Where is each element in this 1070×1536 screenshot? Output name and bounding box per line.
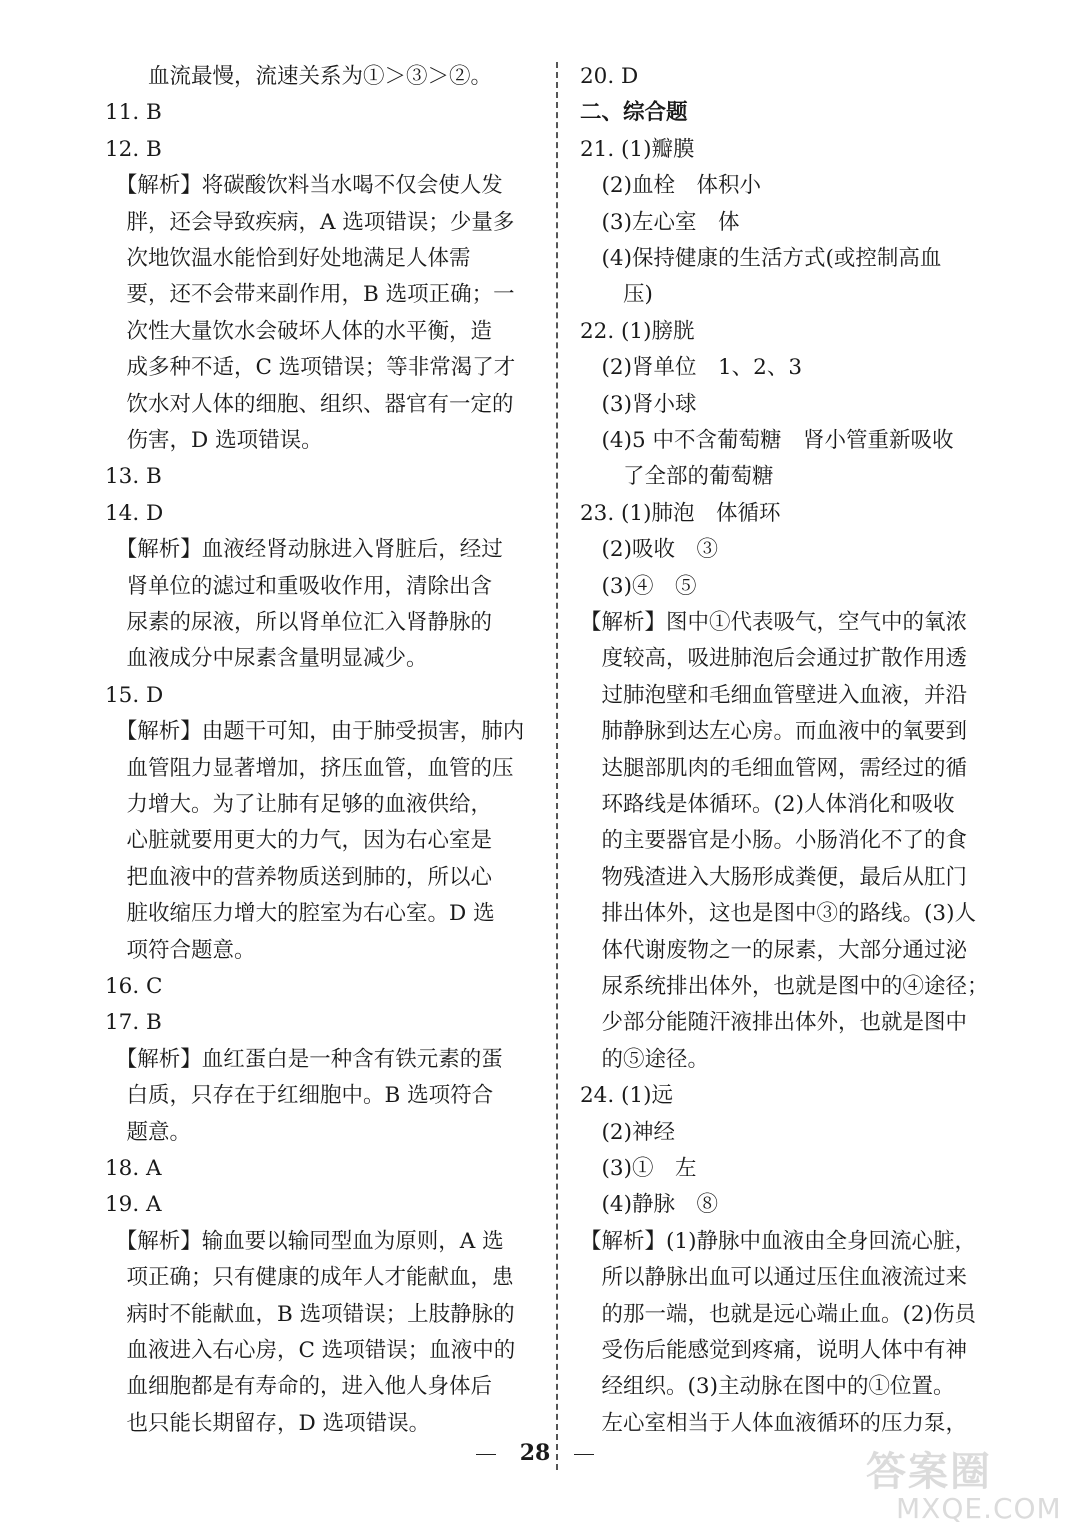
body-text-line: 也只能长期留存，D 选项错误。 — [105, 1410, 431, 1436]
watermark-text-top: 答案圈 — [866, 1448, 992, 1495]
body-text-line: 【解析】血红蛋白是一种含有铁元素的蛋 — [105, 1046, 503, 1072]
question-number-line: 20. D — [580, 64, 639, 89]
body-text-line: 左心室相当于人体血液循环的压力泵， — [580, 1410, 968, 1436]
body-text-line: 血细胞都是有寿命的，进入他人身体后 — [105, 1374, 493, 1400]
question-number-line: 23. (1)肺泡 体循环 — [580, 500, 781, 526]
question-number-line: 21. (1)瓣膜 — [580, 136, 695, 162]
question-number-line: 24. (1)远 — [580, 1083, 673, 1109]
body-text-line: (3)左心室 体 — [580, 209, 740, 235]
body-text-line: 度较高，吸进肺泡后会通过扩散作用透 — [580, 646, 968, 672]
body-text-line: 【解析】(1)静脉中血液由全身回流心脏， — [580, 1228, 976, 1254]
body-text-line: 的⑤途径。 — [580, 1046, 710, 1072]
body-text-line: 所以静脉出血可以通过压住血液流过来 — [580, 1265, 968, 1291]
body-text-line: (2)肾单位 1、2、3 — [580, 355, 802, 381]
question-number-line: 22. (1)膀胱 — [580, 318, 695, 344]
body-text-line: 血液成分中尿素含量明显减少。 — [105, 646, 428, 672]
body-text-line: 成多种不适，C 选项错误；等非常渴了才 — [105, 355, 516, 381]
body-text-line: 了全部的葡萄糖 — [580, 464, 774, 490]
body-text-line: 尿系统排出体外，也就是图中的④途径； — [580, 974, 989, 999]
body-text-line: 过肺泡壁和毛细血管壁进入血液，并沿 — [580, 682, 968, 708]
body-text-line: 题意。 — [105, 1119, 192, 1145]
body-text-line: 项正确；只有健康的成年人才能献血，患 — [105, 1265, 514, 1291]
body-text-line: 排出体外，这也是图中③的路线。(3)人 — [580, 901, 976, 927]
body-text-line: 胖，还会导致疾病，A 选项错误；少量多 — [105, 209, 515, 235]
body-text-line: 次性大量饮水会破坏人体的水平衡，造 — [105, 318, 493, 344]
body-text-line: 【解析】输血要以输同型血为原则，A 选 — [105, 1228, 504, 1254]
section-heading: 二、综合题 — [580, 100, 688, 126]
body-text-line: 肺静脉到达左心房。而血液中的氧要到 — [580, 719, 968, 745]
body-text-line: (2)吸收 ③ — [580, 537, 718, 563]
question-number-line: 18. A — [105, 1156, 162, 1181]
body-text-line: (4)保持健康的生活方式(或控制高血 — [580, 246, 942, 271]
question-number-line: 11. B — [105, 100, 162, 126]
watermark-logo — [856, 1440, 1062, 1530]
body-text-line: 压) — [580, 282, 653, 308]
body-text-line: 病时不能献血，B 选项错误；上肢静脉的 — [105, 1301, 515, 1327]
body-text-line: (2)神经 — [580, 1119, 675, 1145]
body-text-line: 次地饮温水能恰到好处地满足人体需 — [105, 246, 471, 271]
body-text-line: 要，还不会带来副作用，B 选项正确；一 — [105, 282, 515, 308]
body-text-line: 经组织。(3)主动脉在图中的①位置。 — [580, 1374, 955, 1400]
question-number-line: 17. B — [105, 1010, 162, 1036]
column-divider — [556, 62, 558, 1470]
page-number: 28 — [519, 1440, 551, 1466]
body-text-line: 心脏就要用更大的力气，因为右心室是 — [105, 828, 493, 854]
body-text-line: 【解析】血液经肾动脉进入肾脏后，经过 — [105, 537, 503, 563]
body-text-line: 伤害，D 选项错误。 — [105, 428, 323, 453]
body-text-line: 【解析】由题干可知，由于肺受损害，肺内 — [105, 719, 525, 745]
footer-dash-left — [476, 1454, 496, 1455]
body-text-line: 项符合题意。 — [105, 937, 256, 963]
body-text-line: 体代谢废物之一的尿素，大部分通过泌 — [580, 937, 968, 963]
body-text-line: 尿素的尿液，所以肾单位汇入肾静脉的 — [105, 610, 493, 635]
question-number-line: 13. B — [105, 464, 162, 490]
body-text-line: 少部分能随汗液排出体外，也就是图中 — [580, 1010, 968, 1036]
body-text-line: (3)④ ⑤ — [580, 573, 697, 599]
body-text-line: 白质，只存在于红细胞中。B 选项符合 — [105, 1083, 494, 1109]
body-text-line: 【解析】将碳酸饮料当水喝不仅会使人发 — [105, 173, 503, 199]
body-text-line: 的主要器官是小肠。小肠消化不了的食 — [580, 828, 968, 854]
body-text-line: 饮水对人体的细胞、组织、器官有一定的 — [105, 391, 514, 417]
body-text-line: (2)血栓 体积小 — [580, 173, 761, 199]
body-text-line: 的那一端，也就是远心端止血。(2)伤员 — [580, 1301, 976, 1327]
body-text-line: 把血液中的营养物质送到肺的，所以心 — [105, 864, 493, 890]
body-text-line: (3)① 左 — [580, 1156, 697, 1181]
body-text-line: 血管阻力显著增加，挤压血管，血管的压 — [105, 755, 514, 781]
question-number-line: 14. D — [105, 500, 164, 526]
body-text-line: 【解析】图中①代表吸气，空气中的氧浓 — [580, 610, 968, 635]
body-text-line: 肾单位的滤过和重吸收作用，清除出含 — [105, 573, 493, 599]
body-text-line: (3)肾小球 — [580, 391, 697, 417]
question-number-line: 15. D — [105, 682, 164, 708]
body-text-line: (4)5 中不含葡萄糖 肾小管重新吸收 — [580, 428, 954, 453]
body-text-line: 脏收缩压力增大的腔室为右心室。D 选 — [105, 901, 495, 927]
body-text-line: 环路线是体循环。(2)人体消化和吸收 — [580, 792, 955, 817]
body-text-line: 达腿部肌肉的毛细血管网，需经过的循 — [580, 755, 968, 781]
body-text-line: (4)静脉 ⑧ — [580, 1192, 718, 1218]
body-text-line: 受伤后能感觉到疼痛，说明人体中有神 — [580, 1338, 968, 1363]
body-text-line: 血流最慢，流速关系为①＞③＞②。 — [105, 64, 493, 89]
question-number-line: 19. A — [105, 1192, 162, 1218]
watermark-text-bottom: MXQE.COM — [896, 1492, 1062, 1525]
body-text-line: 血液进入右心房，C 选项错误；血液中的 — [105, 1338, 516, 1363]
footer-dash-right — [574, 1454, 594, 1455]
question-number-line: 16. C — [105, 974, 163, 999]
body-text-line: 力增大。为了让肺有足够的血液供给， — [105, 792, 493, 817]
question-number-line: 12. B — [105, 136, 162, 162]
body-text-line: 物残渣进入大肠形成粪便，最后从肛门 — [580, 864, 968, 890]
